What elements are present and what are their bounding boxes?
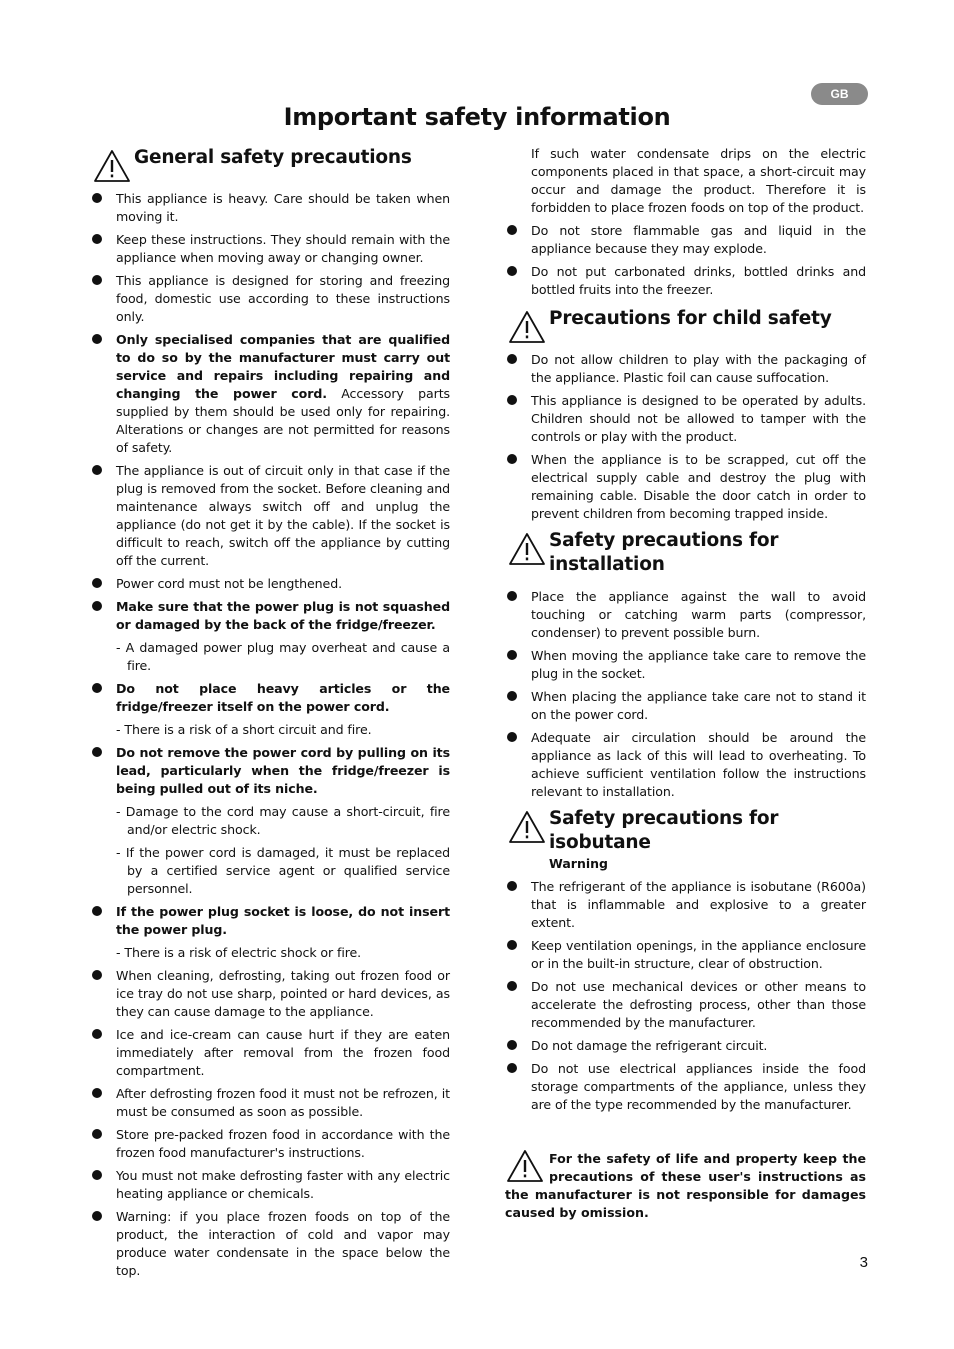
- list-item: Place the appliance against the wall to avoid touching or catching warm parts (compressor, condenser) to prevent possible burn.: [505, 588, 866, 642]
- bullet-icon: [92, 906, 102, 916]
- bullet-icon: [507, 591, 517, 601]
- list-subitem: - If the power cord is damaged, it must be replaced by a certified service agent or qualified service personnel.: [116, 845, 450, 896]
- list-item: Ice and ice-cream can cause hurt if they are eaten immediately after removal from the frozen food compartment.: [90, 1026, 450, 1080]
- bullet-icon: [92, 465, 102, 475]
- list-item: Make sure that the power plug is not squashed or damaged by the back of the fridge/freezer.: [90, 598, 450, 634]
- list-item: Adequate air circulation should be around the appliance as lack of this will lead to overheating. To achieve sufficient ventilation follow the instructions relevant to installation.: [505, 729, 866, 801]
- isobutane-section-title: Safety precautions for isobutane: [549, 808, 779, 853]
- general-list-continued: [505, 145, 866, 299]
- list-item: Store pre-packed frozen food in accordance with the frozen food manufacturer's instructions.: [90, 1126, 450, 1162]
- list-item: Power cord must not be lengthened.: [90, 575, 450, 593]
- bullet-icon: [92, 234, 102, 244]
- bullet-icon: [507, 732, 517, 742]
- bullet-icon: [92, 1170, 102, 1180]
- list-item: When cleaning, defrosting, taking out frozen food or ice tray do not use sharp, pointed or hard devices, as they can cause damage to the appliance.: [90, 967, 450, 1021]
- bullet-icon: [92, 275, 102, 285]
- child-section-header: [505, 306, 866, 342]
- list-subitem: - A damaged power plug may overheat and cause a fire.: [116, 640, 450, 673]
- bullet-icon: [507, 395, 517, 405]
- list-item: If the power plug socket is loose, do not insert the power plug.: [90, 903, 450, 939]
- installation-section-title: Safety precautions for installation: [549, 530, 779, 575]
- bullet-icon: [92, 1088, 102, 1098]
- list-item: Do not place heavy articles or the fridge/freezer itself on the power cord.: [90, 680, 450, 716]
- list-item: This appliance is heavy. Care should be taken when moving it.: [90, 190, 450, 226]
- bullet-icon: [92, 334, 102, 344]
- general-section-header: [90, 145, 450, 181]
- bullet-icon: [507, 266, 517, 276]
- bullet-icon: [92, 193, 102, 203]
- child-list: [505, 351, 866, 523]
- list-item: Only specialised companies that are qualified to do so by the manufacturer must carry out service and repairs including repairing and changing the power cord. Accessory parts supplied by them should be used only for repairing. Alterations or changes are not permitted for reasons of safety.: [90, 331, 450, 457]
- general-list: [90, 190, 450, 1280]
- child-section-title: Precautions for child safety: [549, 308, 832, 329]
- list-item: Keep ventilation openings, in the appliance enclosure or in the built-in structure, clear of obstruction.: [505, 937, 866, 973]
- list-item: You must not make defrosting faster with any electric heating appliance or chemicals.: [90, 1167, 450, 1203]
- warning-triangle-icon: [508, 532, 546, 566]
- bullet-icon: [92, 1211, 102, 1221]
- footer-safety-note: For the safety of life and property keep the precautions of these user's instructions as the manufacturer is not responsible for damages caused by omission.: [505, 1151, 866, 1220]
- bullet-icon: [507, 225, 517, 235]
- bullet-icon: [92, 1129, 102, 1139]
- warning-triangle-icon: [508, 810, 546, 844]
- list-item: Keep these instructions. They should remain with the appliance when moving away or changing owner.: [90, 231, 450, 267]
- list-item: Do not store flammable gas and liquid in the appliance because they may explode.: [505, 222, 866, 258]
- isobutane-list: [505, 878, 866, 1114]
- language-badge: GB: [811, 83, 868, 105]
- list-item-continued: If such water condensate drips on the electric components placed in that space, a short-circuit may occur and damage the product. Therefore it is forbidden to place frozen foods on top of the product.: [531, 146, 866, 215]
- general-section-title: General safety precautions: [134, 147, 412, 168]
- list-item: Do not allow children to play with the packaging of the appliance. Plastic foil can cause suffocation.: [505, 351, 866, 387]
- bullet-icon: [507, 1040, 517, 1050]
- bullet-icon: [507, 881, 517, 891]
- isobutane-subtitle: Warning: [549, 856, 608, 871]
- bullet-icon: [92, 747, 102, 757]
- bullet-icon: [92, 683, 102, 693]
- list-subitem: - There is a risk of electric shock or fire.: [116, 945, 362, 960]
- page-title: Important safety information: [283, 103, 671, 131]
- installation-section-header: [505, 528, 866, 577]
- bullet-icon: [507, 691, 517, 701]
- list-item: The appliance is out of circuit only in that case if the plug is removed from the socket. Before cleaning and maintenance always switch off and unplug the appliance (do not get it by the cable). If the socket is difficult to reach, switch off the appliance by cutting off the current.: [90, 462, 450, 570]
- left-column: [90, 145, 450, 1285]
- bullet-icon: [507, 454, 517, 464]
- bullet-icon: [92, 1029, 102, 1039]
- warning-triangle-icon: [505, 1149, 545, 1183]
- right-column: [505, 145, 866, 1119]
- list-item: Do not use mechanical devices or other means to accelerate the defrosting process, other than those recommended by the manufacturer.: [505, 978, 866, 1032]
- bullet-icon: [92, 601, 102, 611]
- bullet-icon: [507, 981, 517, 991]
- list-item: Do not use electrical appliances inside the food storage compartments of the appliance, unless they are of the type recommended by the manufacturer.: [505, 1060, 866, 1114]
- list-item: Warning: if you place frozen foods on top of the product, the interaction of cold and vapor may produce water condensate in the space below the top.: [90, 1208, 450, 1280]
- bullet-icon: [92, 578, 102, 588]
- list-item: When placing the appliance take care not to stand it on the power cord.: [505, 688, 866, 724]
- list-item: After defrosting frozen food it must not be refrozen, it must be consumed as soon as possible.: [90, 1085, 450, 1121]
- bullet-icon: [507, 354, 517, 364]
- list-item: Do not put carbonated drinks, bottled drinks and bottled fruits into the freezer.: [505, 263, 866, 299]
- page-number: 3: [859, 1254, 868, 1271]
- bullet-icon: [92, 970, 102, 980]
- warning-triangle-icon: [93, 149, 131, 183]
- warning-triangle-icon: [508, 310, 546, 344]
- bullet-icon: [507, 1063, 517, 1073]
- list-subitem: - Damage to the cord may cause a short-circuit, fire and/or electric shock.: [116, 804, 450, 837]
- isobutane-section-header: [505, 806, 866, 873]
- list-item: Do not damage the refrigerant circuit.: [505, 1037, 866, 1055]
- bullet-icon: [507, 940, 517, 950]
- list-item: This appliance is designed to be operated by adults. Children should not be allowed to tamper with the controls or play with the product.: [505, 392, 866, 446]
- installation-list: [505, 588, 866, 801]
- bullet-icon: [507, 650, 517, 660]
- list-item: When the appliance is to be scrapped, cut off the electrical supply cable and destroy the plug with remaining cable. Disable the door catch in order to prevent children from becoming trapped inside.: [505, 451, 866, 523]
- list-item: When moving the appliance take care to remove the plug in the socket.: [505, 647, 866, 683]
- list-item: This appliance is designed for storing and freezing food, domestic use according to these instructions only.: [90, 272, 450, 326]
- list-item: Do not remove the power cord by pulling on its lead, particularly when the fridge/freezer is being pulled out of its niche.: [90, 744, 450, 798]
- list-subitem: - There is a risk of a short circuit and fire.: [116, 722, 372, 737]
- list-item: The refrigerant of the appliance is isobutane (R600a) that is inflammable and explosive to a greater extent.: [505, 878, 866, 932]
